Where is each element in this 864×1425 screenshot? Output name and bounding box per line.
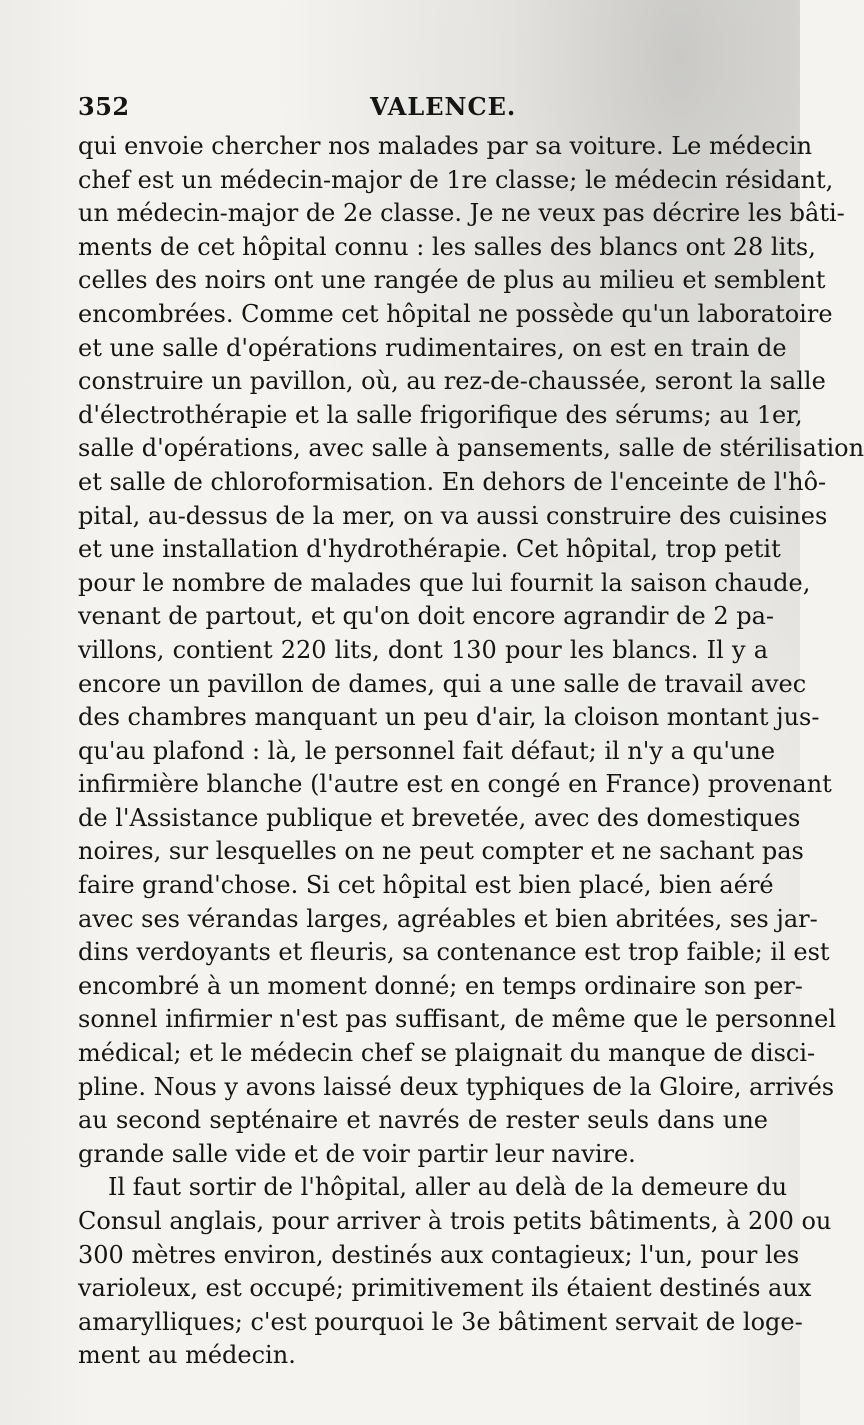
- text-line: au second septénaire et navrés de rester seuls dans une: [78, 1106, 768, 1135]
- text-line: salle d'opérations, avec salle à pansements, salle de stérilisation: [78, 434, 864, 463]
- text-line: pour le nombre de malades que lui fournit la saison chaude,: [78, 568, 811, 597]
- text-line: et une installation d'hydrothérapie. Cet hôpital, trop petit: [78, 535, 781, 564]
- text-line: encombrées. Comme cet hôpital ne possède qu'un laboratoire: [78, 299, 833, 328]
- text-line: pital, au-dessus de la mer, on va aussi construire des cuisines: [78, 501, 828, 530]
- text-line: Consul anglais, pour arriver à trois petits bâtiments, à 200 ou: [78, 1207, 832, 1235]
- text-line: varioleux, est occupé; primitivement ils étaient destinés aux: [78, 1274, 812, 1303]
- page-header: [78, 92, 768, 122]
- text-line: amarylliques; c'est pourquoi le 3e bâtiment servait de loge-: [78, 1307, 803, 1336]
- text-line: infirmière blanche (l'autre est en congé en France) provenant: [78, 770, 832, 799]
- text-line: et une salle d'opérations rudimentaires, on est en train de: [78, 333, 787, 362]
- text-line: 300 mètres environ, destinés aux contagieux; l'un, pour les: [78, 1240, 800, 1269]
- paragraph-end-line: ment au médecin.: [78, 1341, 296, 1370]
- text-line: encombré à un moment donné; en temps ordinaire son per-: [78, 971, 803, 1000]
- text-line: qu'au plafond : là, le personnel fait défaut; il n'y a qu'une: [78, 736, 776, 765]
- text-line: celles des noirs ont une rangée de plus au milieu et semblent: [78, 266, 826, 295]
- text-line: un médecin-major de 2e classe. Je ne veux pas décrire les bâti-: [78, 199, 845, 228]
- text-line: avec ses vérandas larges, agréables et bien abritées, ses jar-: [78, 904, 818, 933]
- text-line: venant de partout, et qu'on doit encore agrandir de 2 pa-: [78, 602, 775, 631]
- text-line: chef est un médecin-major de 1re classe; le médecin résidant,: [78, 165, 834, 194]
- text-line: qui envoie chercher nos malades par sa voiture. Le médecin: [78, 132, 813, 160]
- text-line: ments de cet hôpital connu : les salles des blancs ont 28 lits,: [78, 232, 816, 261]
- text-line: sonnel infirmier n'est pas suffisant, de même que le personnel: [78, 1005, 836, 1034]
- paragraph-start-line: Il faut sortir de l'hôpital, aller au delà de la demeure du: [108, 1173, 788, 1202]
- text-line: dins verdoyants et fleuris, sa contenance est trop faible; il est: [78, 938, 830, 967]
- text-line: médical; et le médecin chef se plaignait du manque de disci-: [78, 1039, 816, 1068]
- text-line: construire un pavillon, où, au rez-de-chaussée, seront la salle: [78, 367, 826, 396]
- text-line: d'électrothérapie et la salle frigorifique des sérums; au 1er,: [78, 400, 803, 429]
- text-line: villons, contient 220 lits, dont 130 pour les blancs. Il y a: [78, 635, 768, 664]
- text-line: encore un pavillon de dames, qui a une salle de travail avec: [78, 669, 807, 698]
- paragraph-end-line: grande salle vide et de voir partir leur navire.: [78, 1139, 636, 1168]
- text-line: de l'Assistance publique et brevetée, avec des domestiques: [78, 803, 801, 832]
- text-line: des chambres manquant un peu d'air, la cloison montant jus-: [78, 703, 820, 732]
- text-line: pline. Nous y avons laissé deux typhiques de la Gloire, arrivés: [78, 1072, 835, 1101]
- body-text: [78, 130, 864, 1373]
- text-line: noires, sur lesquelles on ne peut compter et ne sachant pas: [78, 837, 804, 866]
- page-number: 352: [78, 92, 130, 121]
- text-line: faire grand'chose. Si cet hôpital est bien placé, bien aéré: [78, 871, 774, 900]
- running-title: VALENCE.: [370, 92, 517, 121]
- text-line: et salle de chloroformisation. En dehors de l'enceinte de l'hô-: [78, 467, 827, 496]
